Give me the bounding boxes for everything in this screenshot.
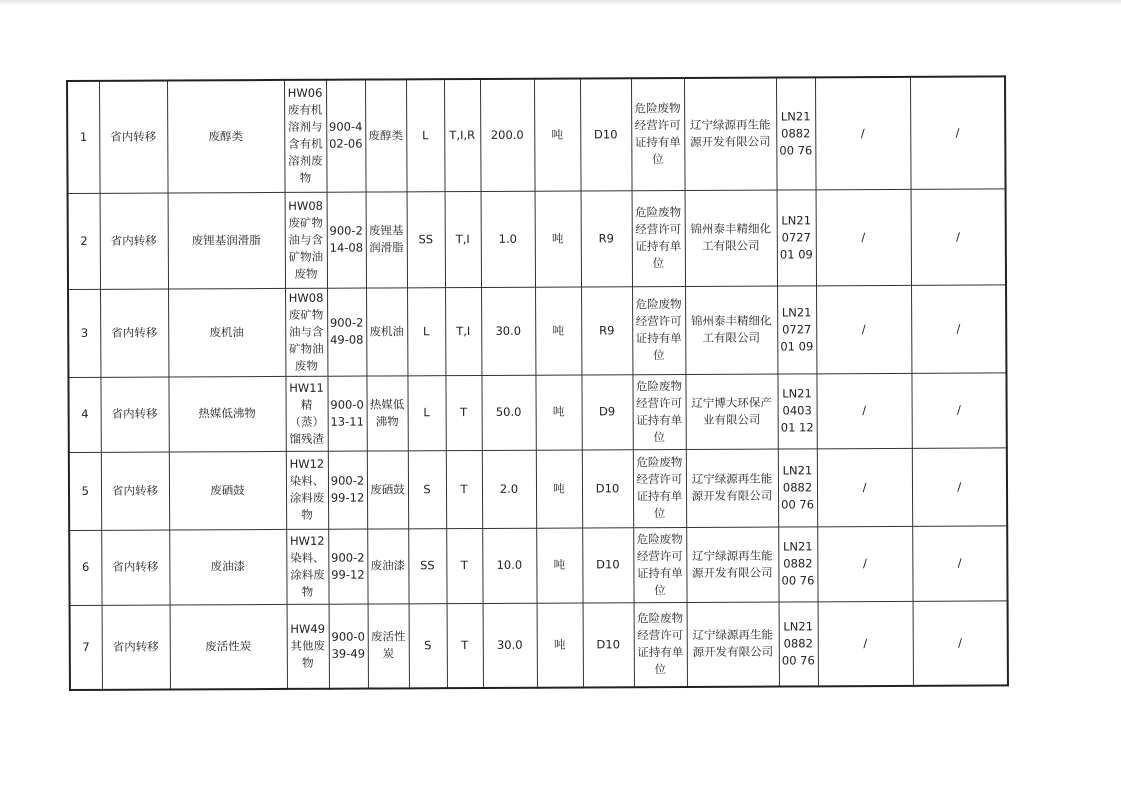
waste-category-cell: HW08 废矿物油与含矿物油废物 [285, 192, 327, 288]
waste-code-cell: 900-299-12 [328, 529, 367, 604]
unit-cell: 吨 [537, 602, 583, 687]
waste-category-cell: HW08 废矿物油与含矿物油废物 [285, 288, 327, 376]
physical-form-cell: L [407, 375, 445, 450]
waste-transfer-table-sheet [66, 75, 1007, 691]
blank-cell-b: / [910, 76, 1006, 188]
hazard-property-cell: T [447, 603, 483, 688]
waste-name-cell: 热媒低沸物 [168, 376, 285, 452]
blank-cell-a: / [816, 285, 911, 373]
waste-code-cell: 900-249-08 [327, 288, 366, 376]
physical-form-cell: S [409, 603, 447, 688]
blank-cell-b: / [912, 525, 1007, 600]
receiver-company-cell: 辽宁绿源再生能源开发有限公司 [687, 602, 779, 687]
amount-cell: 30.0 [483, 603, 537, 688]
transfer-type-cell: 省内转移 [100, 289, 168, 377]
blank-cell-a: / [815, 77, 911, 189]
blank-cell-a: / [816, 373, 911, 448]
waste-name-cell: 废硒鼓 [169, 451, 286, 530]
transfer-type-cell: 省内转移 [101, 530, 169, 605]
license-number-cell: LN21088200 76 [778, 448, 817, 526]
waste-category-cell: HW12 染料、涂料废物 [286, 451, 328, 529]
transfer-type-cell: 省内转移 [100, 193, 168, 289]
physical-form-cell: L [407, 287, 445, 375]
waste-name-cell: 废醇类 [167, 80, 285, 193]
license-number-cell: LN21088200 76 [779, 601, 818, 686]
license-number-cell: LN21088200 76 [776, 77, 816, 189]
physical-form-cell: SS [408, 528, 446, 603]
waste-code-cell: 900-013-11 [327, 376, 366, 451]
permit-type-cell: 危险废物经营许可证持有单位 [632, 374, 685, 449]
main-component-cell: 废机油 [366, 287, 407, 375]
receiver-company-cell: 辽宁绿源再生能源开发有限公司 [684, 78, 777, 190]
license-number-cell: LN21040301 12 [777, 373, 816, 448]
unit-cell: 吨 [535, 374, 581, 449]
disposal-method-cell: D10 [582, 527, 633, 602]
blank-cell-b: / [911, 284, 1006, 372]
hazardous-waste-transfer-table [66, 75, 1009, 691]
waste-name-cell: 废机油 [168, 288, 285, 377]
main-component-cell: 废醇类 [365, 79, 407, 191]
row-number-cell: 4 [68, 377, 100, 452]
unit-cell: 吨 [535, 286, 581, 374]
disposal-method-cell: D10 [583, 602, 634, 687]
license-number-cell: LN21072701 09 [777, 285, 816, 373]
row-number-cell: 2 [68, 193, 100, 289]
amount-cell: 1.0 [481, 191, 535, 287]
disposal-method-cell: R9 [581, 286, 632, 374]
amount-cell: 30.0 [481, 287, 535, 375]
waste-category-cell: HW12 染料、涂料废物 [286, 529, 328, 604]
blank-cell-a: / [818, 601, 913, 686]
permit-type-cell: 危险废物经营许可证持有单位 [632, 190, 685, 286]
row-number-cell: 7 [70, 605, 102, 690]
waste-code-cell: 900-039-49 [329, 604, 368, 689]
unit-cell: 吨 [536, 527, 582, 602]
hazard-property-cell: T,I [445, 287, 481, 375]
permit-type-cell: 危险废物经营许可证持有单位 [633, 449, 686, 527]
amount-cell: 50.0 [481, 375, 535, 450]
blank-cell-b: / [913, 600, 1008, 685]
disposal-method-cell: D10 [582, 449, 633, 527]
row-number-cell: 5 [69, 452, 101, 530]
physical-form-cell: SS [407, 191, 445, 287]
disposal-method-cell: D9 [581, 374, 632, 449]
table-row [67, 76, 1006, 193]
scan-edge [0, 0, 1121, 6]
disposal-method-cell: R9 [581, 190, 632, 286]
waste-category-cell: HW11 精（蒸）馏残渣 [285, 376, 327, 451]
waste-code-cell: 900-214-08 [327, 192, 366, 288]
transfer-type-cell: 省内转移 [101, 452, 169, 530]
blank-cell-a: / [816, 189, 911, 285]
transfer-type-cell: 省内转移 [102, 605, 170, 690]
blank-cell-b: / [911, 372, 1006, 447]
waste-name-cell: 废油漆 [169, 529, 286, 605]
physical-form-cell: S [408, 450, 446, 528]
permit-type-cell: 危险废物经营许可证持有单位 [631, 78, 685, 190]
receiver-company-cell: 锦州泰丰精细化工有限公司 [685, 286, 777, 374]
amount-cell: 2.0 [482, 450, 536, 528]
transfer-type-cell: 省内转移 [99, 81, 168, 193]
amount-cell: 200.0 [480, 79, 535, 191]
table-row [68, 284, 1006, 377]
unit-cell: 吨 [535, 190, 581, 286]
receiver-company-cell: 辽宁绿源再生能源开发有限公司 [686, 449, 778, 527]
row-number-cell: 6 [69, 530, 101, 605]
waste-category-cell: HW49 其他废物 [287, 604, 329, 689]
main-component-cell: 废活性炭 [368, 603, 409, 688]
main-component-cell: 热媒低沸物 [366, 375, 407, 450]
hazard-property-cell: T [446, 528, 482, 603]
blank-cell-a: / [817, 448, 912, 526]
waste-code-cell: 900-299-12 [328, 451, 367, 529]
main-component-cell: 废油漆 [367, 528, 408, 603]
physical-form-cell: L [406, 79, 445, 191]
waste-category-cell: HW06 废有机溶剂与含有机溶剂废物 [284, 80, 327, 192]
transfer-type-cell: 省内转移 [100, 377, 168, 452]
table-row [70, 600, 1008, 690]
hazard-property-cell: T,I [445, 191, 481, 287]
table-row [68, 188, 1006, 289]
receiver-company-cell: 辽宁博大环保产业有限公司 [685, 374, 777, 449]
hazard-property-cell: T [445, 375, 481, 450]
table-body [67, 76, 1008, 690]
license-number-cell: LN21072701 09 [777, 189, 816, 285]
unit-cell: 吨 [536, 449, 582, 527]
blank-cell-b: / [911, 188, 1006, 284]
hazard-property-cell: T,I,R [444, 79, 481, 191]
unit-cell: 吨 [534, 78, 581, 190]
blank-cell-a: / [817, 526, 912, 601]
permit-type-cell: 危险废物经营许可证持有单位 [634, 602, 687, 687]
receiver-company-cell: 锦州泰丰精细化工有限公司 [685, 190, 777, 286]
row-number-cell: 1 [67, 81, 100, 193]
table-row [68, 372, 1006, 452]
main-component-cell: 废锂基润滑脂 [366, 191, 407, 287]
blank-cell-b: / [912, 447, 1007, 525]
waste-name-cell: 废锂基润滑脂 [168, 192, 285, 289]
row-number-cell: 3 [68, 289, 100, 377]
waste-name-cell: 废活性炭 [170, 604, 287, 690]
table-row [69, 525, 1007, 605]
table-row [69, 447, 1007, 530]
waste-code-cell: 900-402-06 [326, 80, 366, 192]
permit-type-cell: 危险废物经营许可证持有单位 [633, 527, 686, 602]
hazard-property-cell: T [446, 450, 482, 528]
license-number-cell: LN21088200 76 [778, 526, 817, 601]
receiver-company-cell: 辽宁绿源再生能源开发有限公司 [686, 527, 778, 602]
disposal-method-cell: D10 [580, 78, 632, 190]
main-component-cell: 废硒鼓 [367, 450, 408, 528]
amount-cell: 10.0 [482, 528, 536, 603]
permit-type-cell: 危险废物经营许可证持有单位 [632, 286, 685, 374]
